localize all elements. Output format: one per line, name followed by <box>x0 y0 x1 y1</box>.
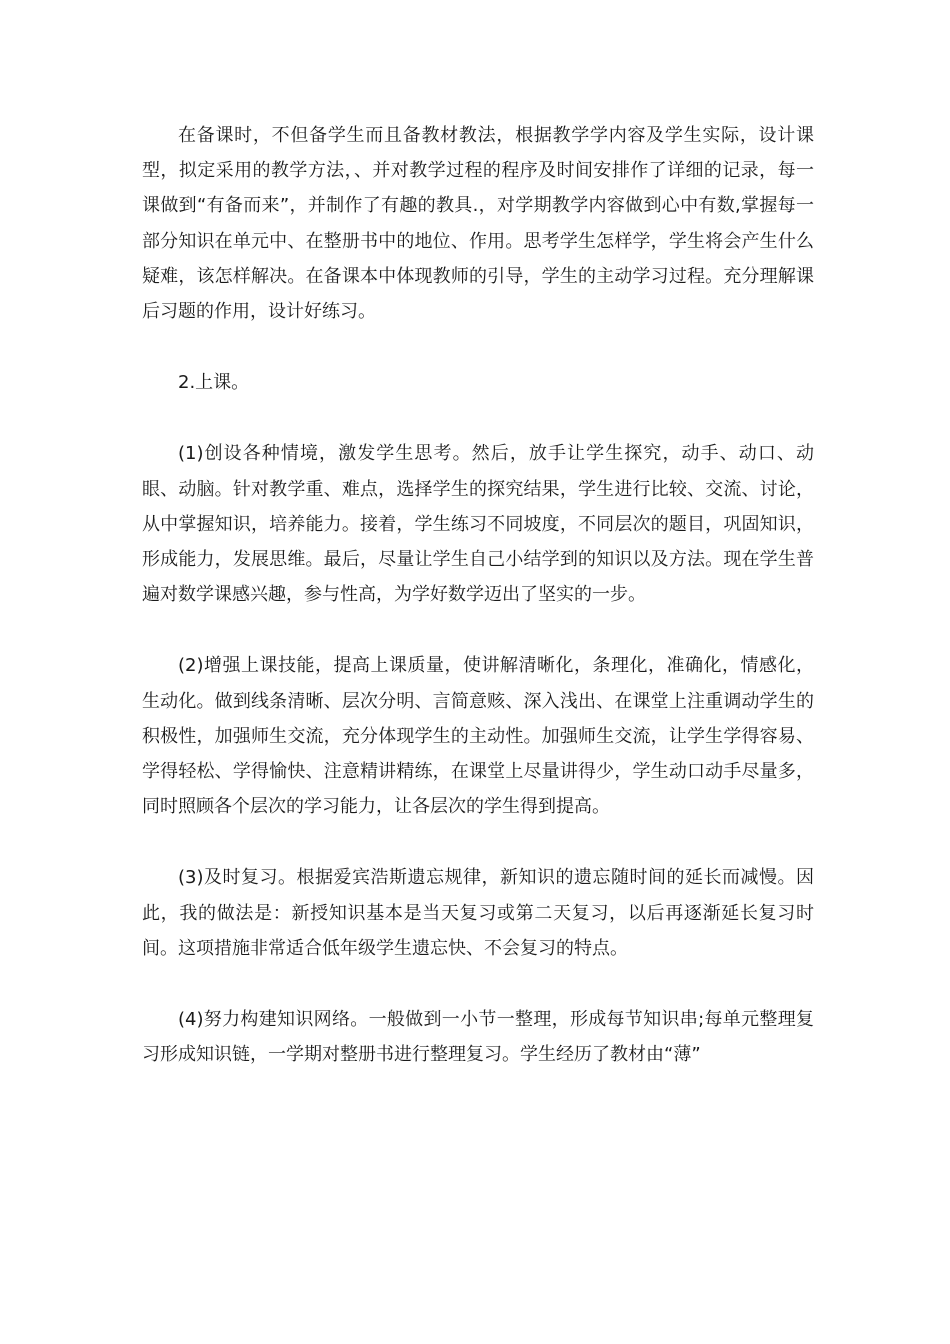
paragraph-knowledge-network: (4)努力构建知识网络。一般做到一小节一整理，形成每节知识串;每单元整理复习形成知识链，一学期对整册书进行整理复习。学生经历了教材由“薄” <box>142 1009 814 1066</box>
paragraph-create-situations: (1)创设各种情境，激发学生思考。然后，放手让学生探究，动手、动口、动眼、动脑。针对教学重、难点，选择学生的探究结果，学生进行比较、交流、讨论，从中掌握知识，培养能力。接着，学生练习不同坡度，不同层次的题目，巩固知识，形成能力，发展思维。最后，尽量让学生自己小结学到的知识以及方法。现在学生普遍对数学课感兴趣，参与性高，为学好数学迈出了坚实的一步。 <box>142 443 814 606</box>
section-heading-class: 2.上课。 <box>178 372 250 394</box>
paragraph-lesson-preparation: 在备课时，不但备学生而且备教材教法，根据教学学内容及学生实际，设计课型，拟定采用的教学方法，、并对教学过程的程序及时间安排作了详细的记录，每一课做到“有备而来”，并制作了有趣的教具.，对学期教学内容做到心中有数,掌握每一部分知识在单元中、在整册书中的地位、作用。思考学生怎样学，学生将会产生什么疑难，该怎样解决。在备课本中体现教师的引导，学生的主动学习过程。充分理解课后习题的作用，设计好练习。 <box>142 125 814 323</box>
paragraph-teaching-skills: (2)增强上课技能，提高上课质量，使讲解清晰化，条理化，准确化，情感化，生动化。做到线条清晰、层次分明、言简意赅、深入浅出、在课堂上注重调动学生的积极性，加强师生交流，充分体现学生的主动性。加强师生交流，让学生学得容易、学得轻松、学得愉快、注意精讲精练，在课堂上尽量讲得少，学生动口动手尽量多，同时照顾各个层次的学习能力，让各层次的学生得到提高。 <box>142 655 814 818</box>
paragraph-timely-review: (3)及时复习。根据爱宾浩斯遗忘规律，新知识的遗忘随时间的延长而减慢。因此，我的做法是：新授知识基本是当天复习或第二天复习，以后再逐渐延长复习时间。这项措施非常适合低年级学生遗忘快、不会复习的特点。 <box>142 867 814 959</box>
document-body <box>142 118 814 1072</box>
